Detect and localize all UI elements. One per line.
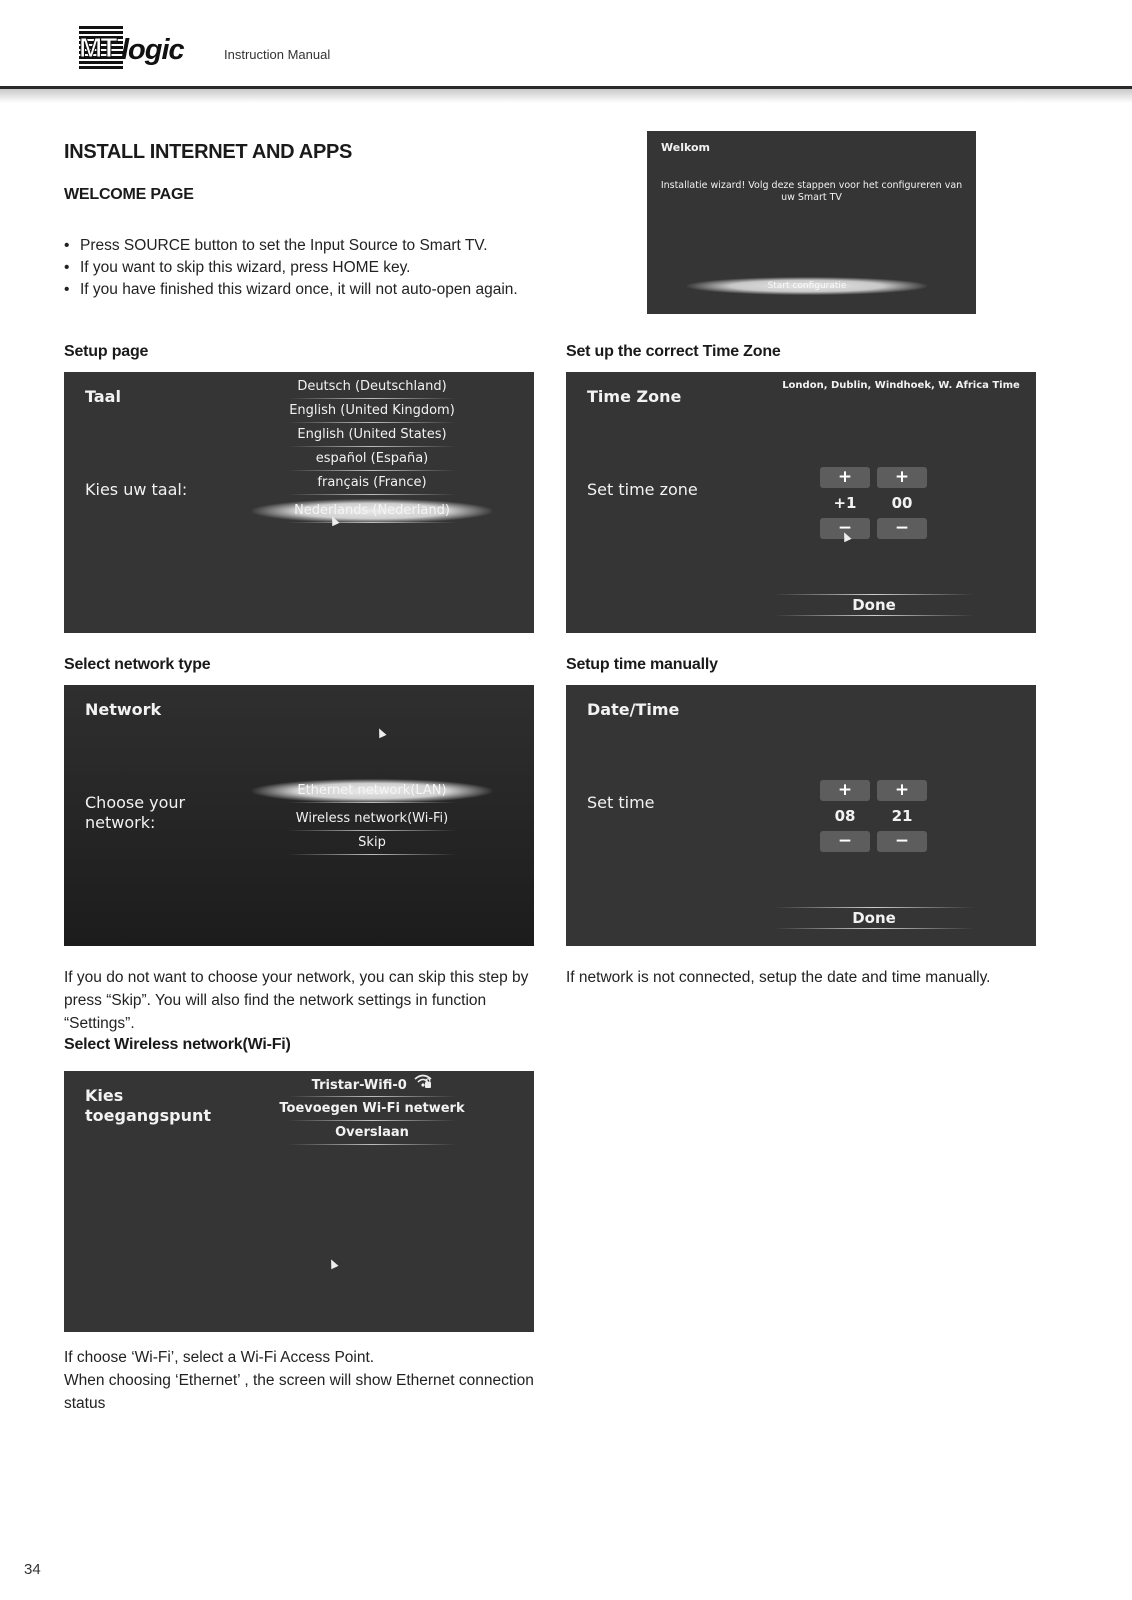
mtlogic-logo bbox=[79, 20, 194, 76]
access-point-menu bbox=[252, 1073, 492, 1145]
time-zone-heading: Set up the correct Time Zone bbox=[566, 343, 781, 360]
hour-increment-button[interactable]: + bbox=[820, 467, 870, 488]
bullet-item: • Press SOURCE button to set the Input Source to Smart TV. bbox=[64, 235, 518, 257]
hour-spinner bbox=[820, 780, 870, 852]
hour-value: 08 bbox=[834, 807, 856, 825]
hour-spinner bbox=[820, 467, 870, 539]
setup-page-heading: Setup page bbox=[64, 343, 149, 360]
welcome-screen bbox=[647, 131, 976, 314]
language-screen bbox=[64, 372, 534, 633]
network-label-line: network: bbox=[85, 813, 156, 832]
header-label: Instruction Manual bbox=[224, 47, 331, 62]
network-screen bbox=[64, 685, 534, 946]
wifi-lock-icon bbox=[414, 1073, 432, 1098]
welcome-screen-message: Installatie wizard! Volg deze stappen voor het configureren van uw Smart TV bbox=[660, 180, 963, 203]
access-point-screen bbox=[64, 1071, 534, 1332]
header-shadow bbox=[0, 89, 1132, 103]
minute-offset-value: 00 bbox=[891, 494, 913, 512]
language-option[interactable]: English (United States) bbox=[252, 423, 492, 447]
start-configuration-button[interactable]: Start configuratie bbox=[687, 277, 927, 295]
wifi-network-option[interactable] bbox=[252, 1073, 492, 1097]
wireless-heading: Select Wireless network(Wi-Fi) bbox=[64, 1036, 291, 1053]
section-title: INSTALL INTERNET AND APPS bbox=[64, 141, 353, 163]
wireless-note-line: When choosing ‘Ethernet’ , the screen will show Ethernet connection status bbox=[64, 1372, 534, 1412]
minute-decrement-button[interactable]: − bbox=[877, 518, 927, 539]
network-option[interactable]: Skip bbox=[252, 831, 492, 855]
time-manual-heading: Setup time manually bbox=[566, 656, 718, 673]
language-screen-title: Taal bbox=[85, 387, 121, 406]
pointer-cursor-icon bbox=[375, 727, 386, 739]
done-button[interactable]: Done bbox=[774, 594, 974, 616]
time-manual-note: If network is not connected, setup the date and time manually. bbox=[566, 969, 991, 986]
logo-logic-text: logic bbox=[121, 34, 184, 66]
hour-offset-value: +1 bbox=[833, 494, 857, 512]
network-type-note: If you do not want to choose your network, you can skip this step by press “Skip”. You will also find the network settings in function “Settings”. bbox=[64, 969, 529, 1032]
wireless-note-line: If choose ‘Wi-Fi’, select a Wi-Fi Access Point. bbox=[64, 1349, 375, 1366]
language-option[interactable]: français (France) bbox=[252, 471, 492, 495]
language-screen-label: Kies uw taal: bbox=[85, 480, 188, 499]
language-option[interactable]: English (United Kingdom) bbox=[252, 399, 492, 423]
add-wifi-network-option[interactable]: Toevoegen Wi-Fi netwerk bbox=[252, 1097, 492, 1121]
skip-option[interactable]: Overslaan bbox=[252, 1121, 492, 1145]
network-type-heading: Select network type bbox=[64, 656, 211, 673]
date-time-screen-title: Date/Time bbox=[587, 700, 680, 719]
wifi-network-name: Tristar-Wifi-0 bbox=[311, 1078, 407, 1093]
minute-spinner bbox=[877, 467, 927, 539]
done-button[interactable]: Done bbox=[774, 907, 974, 929]
page-header bbox=[0, 0, 1132, 100]
bullet-item: • If you want to skip this wizard, press HOME key. bbox=[64, 257, 518, 279]
welcome-bullets bbox=[64, 235, 518, 301]
language-option[interactable]: Deutsch (Deutschland) bbox=[252, 375, 492, 399]
network-option[interactable]: Wireless network(Wi-Fi) bbox=[252, 807, 492, 831]
page-number: 34 bbox=[24, 1561, 41, 1578]
date-time-label: Set time bbox=[587, 793, 655, 812]
title-line: Kies bbox=[85, 1086, 124, 1105]
minute-increment-button[interactable]: + bbox=[877, 780, 927, 801]
time-zone-screen-title: Time Zone bbox=[587, 387, 682, 406]
title-line: toegangspunt bbox=[85, 1106, 211, 1125]
time-zone-screen bbox=[566, 372, 1036, 633]
hour-increment-button[interactable]: + bbox=[820, 780, 870, 801]
language-option[interactable]: español (España) bbox=[252, 447, 492, 471]
minute-decrement-button[interactable]: − bbox=[877, 831, 927, 852]
network-option-selected[interactable]: Ethernet network(LAN) bbox=[252, 779, 492, 803]
bullet-item: • If you have finished this wizard once, it will not auto-open again. bbox=[64, 279, 518, 301]
network-screen-label bbox=[85, 793, 185, 833]
time-zone-value: London, Dublin, Windhoek, W. Africa Time bbox=[782, 380, 1020, 391]
date-time-screen bbox=[566, 685, 1036, 946]
time-zone-label: Set time zone bbox=[587, 480, 698, 499]
network-screen-title: Network bbox=[85, 700, 162, 719]
welcome-screen-title: Welkom bbox=[661, 141, 711, 154]
welcome-heading: WELCOME PAGE bbox=[64, 186, 194, 203]
hour-decrement-button[interactable]: − bbox=[820, 831, 870, 852]
wireless-note bbox=[64, 1346, 554, 1415]
minute-increment-button[interactable]: + bbox=[877, 467, 927, 488]
logo-mt-text: MT bbox=[79, 32, 116, 63]
language-menu bbox=[252, 375, 492, 523]
minute-value: 21 bbox=[891, 807, 913, 825]
minute-spinner bbox=[877, 780, 927, 852]
access-point-screen-title bbox=[85, 1086, 211, 1126]
hour-decrement-button[interactable]: − bbox=[820, 518, 870, 539]
network-label-line: Choose your bbox=[85, 793, 186, 812]
network-menu bbox=[252, 779, 492, 855]
language-option-selected[interactable]: Nederlands (Nederland) bbox=[252, 499, 492, 523]
pointer-cursor-icon bbox=[327, 1258, 338, 1270]
